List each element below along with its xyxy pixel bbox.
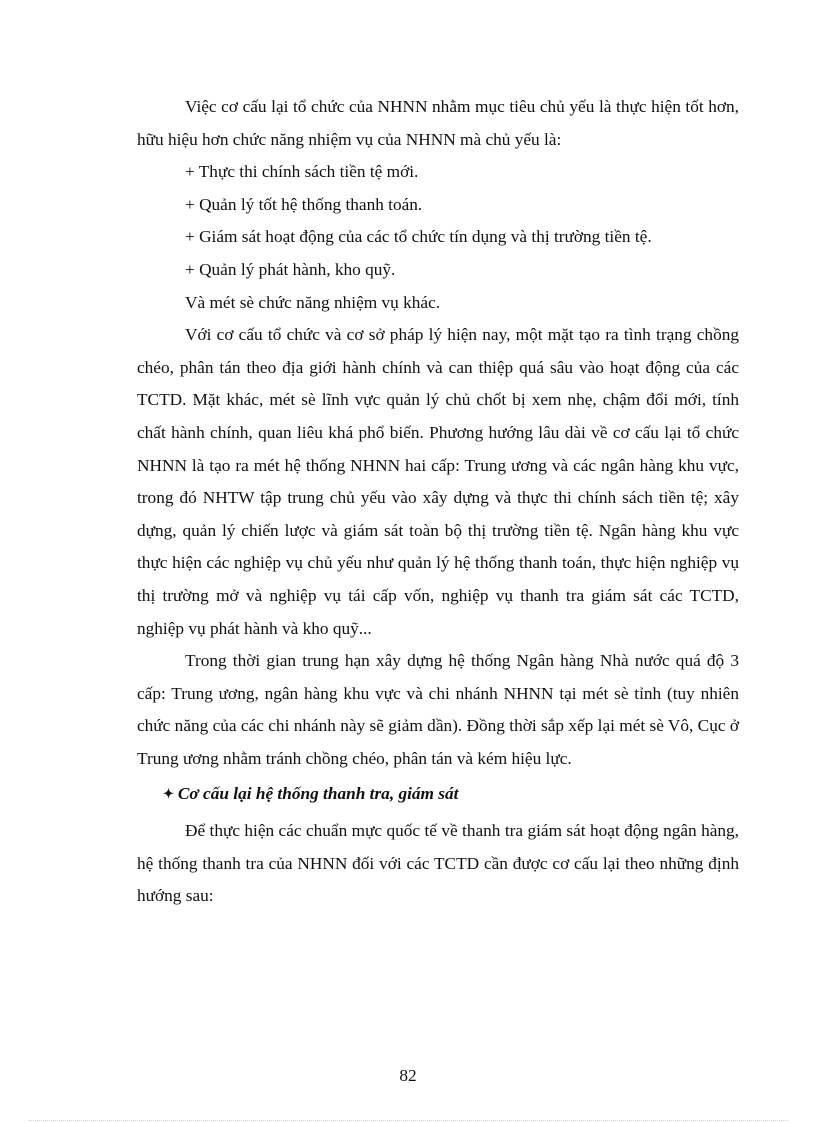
bullet-icon: ✦ (163, 786, 174, 802)
page-number: 82 (399, 1066, 417, 1085)
list-item-payment-system: + Quản lý tốt hệ thống thanh toán. (185, 194, 423, 214)
list-item-supervision: + Giám sát hoạt động của các tổ chức tín dụng và thị trường tiền tệ. (185, 227, 652, 247)
paragraph-medium-term: Trong thời gian trung hạn xây dựng hệ thống Ngân hàng Nhà nước quá độ 3 cấp: Trung ương, ngân hàng khu vực và chi nhánh NHNN tại mét sè tỉnh (tuy nhiên chức năng của các chi nhánh này sẽ giảm dần). Đồng thời sắp xếp lại mét sè Vô, Cục ở Trung ương nhằm tránh chồng chéo, phân tán và kém hiệu lực. (137, 651, 739, 768)
section-heading (137, 778, 739, 811)
page-bottom-divider (28, 1120, 788, 1121)
paragraph-inspection: Để thực hiện các chuẩn mực quốc tế về thanh tra giám sát hoạt động ngân hàng, hệ thống thanh tra của NHNN đối với các TCTD cần được cơ cấu lại theo những định hướng sau: (137, 821, 739, 906)
document-body (137, 91, 739, 913)
list-item-monetary-policy: + Thực thi chính sách tiền tệ mới. (185, 162, 419, 182)
section-heading-text: Cơ cấu lại hệ thống thanh tra, giám sát (177, 784, 459, 804)
list-item-issuance: + Quản lý phát hành, kho quỹ. (185, 259, 396, 279)
paragraph-other-functions: Và mét sè chức năng nhiệm vụ khác. (185, 292, 441, 312)
paragraph-organization: Với cơ cấu tổ chức và cơ sở pháp lý hiện nay, một mặt tạo ra tình trạng chồng chéo, phân tán theo địa giới hành chính và can thiệp quá sâu vào hoạt động của các TCTD. Mặt khác, mét sè lĩnh vực quản lý chủ chốt bị xem nhẹ, chậm đổi mới, tính chất hành chính, quan liêu khá phổ biến. Phương hướng lâu dài về cơ cấu lại tổ chức NHNN là tạo ra mét hệ thống NHNN hai cấp: Trung ương và các ngân hàng khu vực, trong đó NHTW tập trung chủ yếu vào xây dựng và thực thi chính sách tiền tệ; xây dựng, quản lý chiến lược và giám sát toàn bộ thị trường tiền tệ. Ngân hàng khu vực thực hiện các nghiệp vụ chủ yếu như quản lý hệ thống thanh toán, thực hiện nghiệp vụ thị trường mở và nghiệp vụ tái cấp vốn, nghiệp vụ thanh tra giám sát các TCTD, nghiệp vụ phát hành và kho quỹ... (137, 325, 739, 638)
paragraph-intro: Việc cơ cấu lại tổ chức của NHNN nhằm mục tiêu chủ yếu là thực hiện tốt hơn, hữu hiệu hơn chức năng nhiệm vụ của NHNN mà chủ yếu là: (137, 97, 739, 149)
